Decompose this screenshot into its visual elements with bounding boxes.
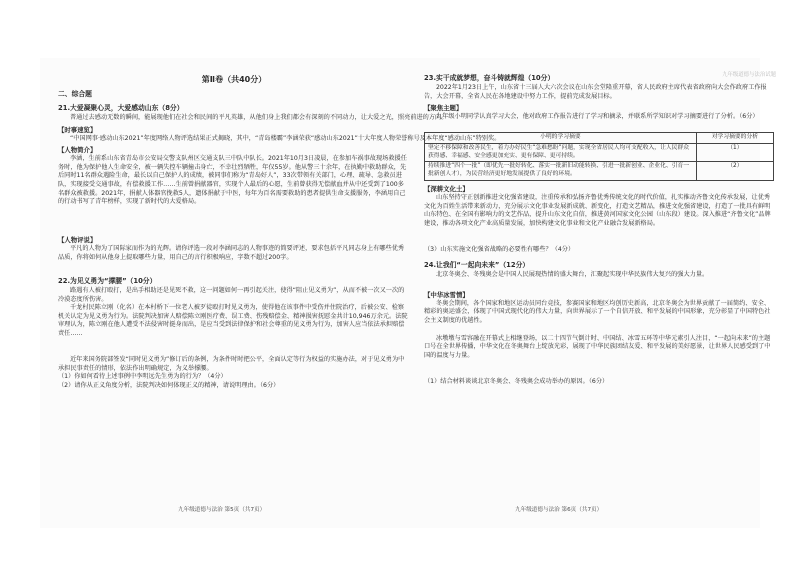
study-summary-table xyxy=(424,132,774,181)
tag-games: 【中华冰雪情】 xyxy=(424,290,469,299)
section-heading: 二、综合题 xyxy=(58,90,92,98)
volume-title: 第Ⅱ卷（共40分） xyxy=(201,75,267,84)
comment-paragraph: 平凡的人物为了国际家而作为的光辉。请你评选一段对李涵同志的人物事迹的简要评述，要求包括平凡同志身上有哪些优秀品质，你将如何从他身上提取哪些力量，用自己的言行积极响应，字数不超过200字。 xyxy=(58,245,405,261)
tag-profile: 【人物简介】 xyxy=(58,146,97,155)
question-21-intro: 普通过去感动无数的瞬间，能展现他们在社会和民间的平凡英雄，从他们身上我们都会有深刻的不同动力，让大爱之光，照亮前进的方向。 xyxy=(70,114,448,121)
question-22-title: 22.为见义勇为“撑腰”（10分） xyxy=(58,277,157,286)
games-paragraph: 冬奥会期间，各个国家和地区运动员同台竞技，参赛国家和地区均创历史新高，北京冬奥会为世界贡献了一届简约、安全、精彩的奥运盛会，体现了中国式现代化的伟大力量，向世界展示了一个自信开放、和平发展的中国形象，充分彰显了中国特色社会主义制度的优越性。 xyxy=(424,299,771,324)
table-row xyxy=(425,162,774,181)
table-cell-answer[interactable]: （2） xyxy=(696,162,773,181)
tag-comment: 【人物评说】 xyxy=(58,236,97,245)
table-header-summary: 小明的学习摘要 xyxy=(425,133,697,144)
profile-paragraph: 李涵，生前系山东省青岛市公安局交警支队州区交通支队三中队中队长。2021年10月3日凌晨，在参加车祸事故现场救援任务时，他为保护他人生命安全，被一辆失控车辆撞击身亡，不幸壮烈牺牲，年仅55岁。他从警三十余年，在执勤中救助群众，先后同时11名群众遇险生命，最长以自己保护人的成绩，被同事们称为“青岛好人”，33次带领有关部门，心理、疏导、急救员进队，实现接受交通事故，有偿救援工作……生前曾捐献器官，实现个人最后的心愿，生前曾获得无偿献血并从中还受到了100多名群众被救援。2021年，捐献人体器官挽救5人，遗体捐献于中医，每年为百名需要救助的患者提供生命支援服务，李涵用自己的行动书写了青年榜样，实现了新时代的大爱格局。 xyxy=(58,155,407,206)
question-22-intro: 路遇有人被打殴打，是出手相助还是见死不救，这一问题如何一再引起关注，使得“阻止见义勇为”，从而不被一次又一次的冷漠态度所伤害。 xyxy=(58,287,405,303)
table-header-analysis: 对学习摘要的分析 xyxy=(696,133,773,144)
tag-focus: 【聚焦主题】 xyxy=(424,104,463,112)
question-22-sub-1: （1）你如何看待上述事例中李明远先生勇为的行为？（4分） xyxy=(58,373,227,381)
question-24-title: 24.让我们“一起向未来”（12分） xyxy=(424,260,530,269)
question-24-intro: 北京冬奥会、冬残奥会是中国人民展现热情的盛大舞台，汇聚起实现中华民族伟大复兴的强大力量。 xyxy=(436,270,709,278)
page-footer-left: 九年级道德与法治 第5页（共7页） xyxy=(178,507,266,513)
faint-header: 九年级道德与法治试题 xyxy=(722,72,776,78)
question-22-sub-2: （2）请你从正义角度分析，法院判决如何体现正义的精神，请说明理由。（6分） xyxy=(58,381,280,389)
tag-news: 【时事速览】 xyxy=(58,125,97,134)
table-row xyxy=(425,143,774,162)
table-cell-summary: 持续推进“四个一批”（即优先一批好转化、落实一批新旧动能转换、引进一批新创业、企业化、引育一批新创人才），为民营经济更好地发展提供了良好的环境。 xyxy=(425,162,697,181)
question-23-intro: 2022年1月23日上午，山东省十三届人大六次会议在山东会堂隆重开幕，省人民政府主席代表省政府向大会作政府工作报告，大会开幕，全省人民在各地建设中努力工作，提前完成发展目标。 xyxy=(424,84,767,100)
culture-sub-question: （3）山东实施文化强省战略的必要性有哪些？（4分） xyxy=(424,245,575,253)
page-footer-right: 九年级道德与法治 第6页（共7页） xyxy=(515,507,603,513)
question-24-sub-1: （1）结合材料谈谈北京冬奥会、冬残奥会成功举办的原因。（6分） xyxy=(424,377,609,385)
question-21-title: 21.大爱凝聚心灵，大爱感动山东（8分） xyxy=(58,104,184,112)
tag-culture: 【深耕文化土】 xyxy=(424,184,469,193)
exam-page-right xyxy=(424,72,776,512)
focus-paragraph: 九年级小明同学认真学习大会，他对政府工作报告进行了学习和摘录，并联系所学知识对学习摘要进行了分析。（6分） xyxy=(436,113,759,120)
games-paragraph-2: 冰墩墩与雪容融在开幕式上相继登场，以二十四节气倒计时、中国结、冰雪五环等中华元素引人注目，“一起向未来”的主题口号在全世界传播，中华文化在冬奥舞台上绽放光彩，展现了中华民族团结友爱、和平发展的美好愿景，让世界人民感受到了中国的温度与力量。 xyxy=(424,334,771,359)
table-cell-summary: 坚定不移保障和改善民生，着力办好民生“急难愁盼”问题，实现全省居民人均可支配收入，让人民群众获得感、幸福感、安全感更加充实、更有保障、更可持续。 xyxy=(425,143,697,162)
table-header-row xyxy=(425,133,774,144)
question-22-note: 近年来国务院部签发“同时见义勇为”修订后的条例，为条件时时把公平，全面认定等行为权益的实施办法，对于见义勇为中承担民事责任的情形，依法作出明确规定，为义举撑腰。 xyxy=(58,356,405,372)
culture-paragraph: 山东坚持守正创新推进文化强省建设，注重传承和弘扬齐鲁优秀传统文化的时代价值，扎实推动齐鲁文化传承发展，让优秀文化为百姓生活带来新动力，充分展示文化事业发展新成就、新变化，打造文艺精品，推进文化强省建设，打造了一批具有鲜明山东特色、在全国有影响力的文艺作品，提升山东文化自信，推进黄河国家文化公园（山东段）建设。深入推进“齐鲁文化”品牌建设，推动各项文化产业高质量发展，加快构建文化事业和文化产业融合发展新格局。 xyxy=(424,193,771,227)
table-cell-answer[interactable]: （1） xyxy=(696,143,773,162)
question-22-case: 千龙村民陈立刚（化名）在本村桥下一位老人被歹徒殴打时见义勇为，使得他在该事件中受伤并住院治疗，后被公安、检察机关认定为见义勇为行为。法院判决加害人赔偿陈立刚医疗费、误工费、伤残赔偿金、精神损害抚慰金共计10,946万余元。法院审理认为，陈立刚在他人遭受不法侵害时挺身而出，是应当受到法律保护和社会尊重的见义勇为行为，加害人应当依法承担赔偿责任…… xyxy=(58,304,408,337)
question-23-title: 23.实干成就梦想，奋斗铸就辉煌（10分） xyxy=(424,74,555,82)
news-paragraph: “中国网事·感动山东2021”年度网络人物评选结果正式揭晓，其中，“青岛楼霸”李涵荣获“感动山东2021”十大年度人物荣誉称号及本年度“感动山东”特别奖。 xyxy=(70,134,501,142)
